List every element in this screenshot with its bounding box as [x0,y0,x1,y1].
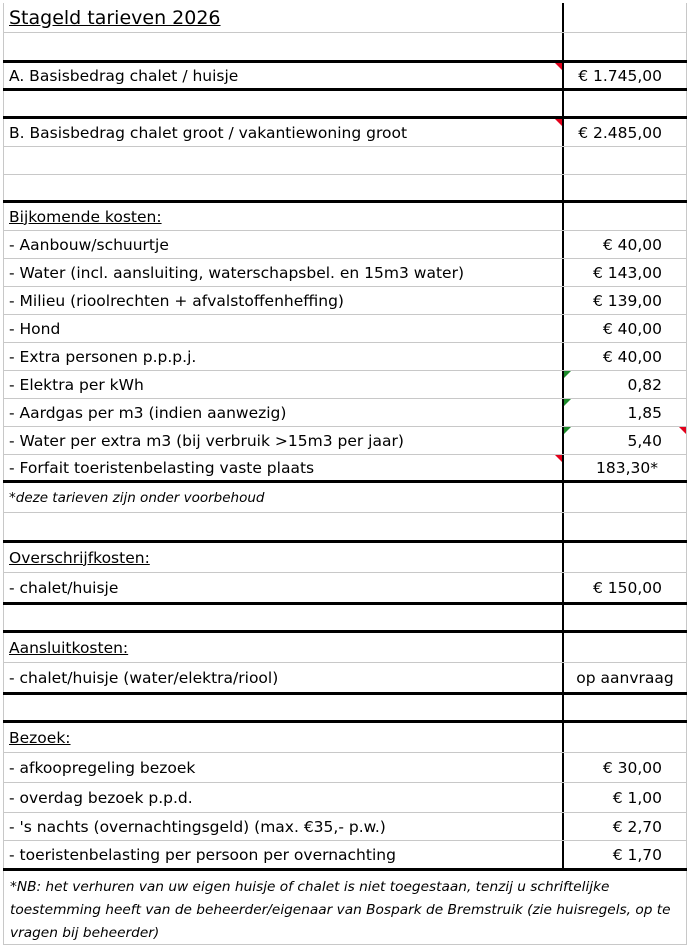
fee-value: € 40,00 [602,235,662,254]
comment-indicator-icon[interactable] [555,119,562,126]
formula-indicator-icon[interactable] [564,427,571,434]
bezoek-heading-cell[interactable] [3,723,564,752]
fee-row [3,663,687,695]
fee-value-cell[interactable] [564,455,687,480]
empty-cell[interactable] [564,633,687,662]
fee-label: - Milieu (rioolrechten + afvalstoffenheffing) [9,291,344,310]
empty-cell[interactable] [564,605,687,630]
bijkomend-heading: Bijkomende kosten: [9,207,162,226]
fee-label-cell[interactable] [3,573,564,602]
fee-value: € 30,00 [602,758,662,777]
fee-label: - toeristenbelasting per persoon per overnachting [9,845,396,864]
fee-label: - chalet/huisje [9,578,119,597]
fee-value-cell[interactable] [564,753,687,782]
disclaimer-note: *deze tarieven zijn onder voorbehoud [9,489,265,506]
empty-cell[interactable] [3,695,564,720]
fee-value: op aanvraag [576,668,674,687]
fee-value: € 2,70 [612,817,662,836]
fee-label-cell[interactable] [3,259,564,286]
empty-cell[interactable] [3,605,564,630]
basis-b-label: B. Basisbedrag chalet groot / vakantiewoning groot [9,123,408,142]
fee-value: 0,82 [627,375,662,394]
bijkomend-heading-cell[interactable] [3,203,564,230]
aansluit-heading-cell[interactable] [3,633,564,662]
fee-value-cell[interactable] [564,343,687,370]
footer-note: *NB: het verhuren van uw eigen huisje of chalet is niet toegestaan, tenzij u schriftelijke toestemming heeft van de beheerder/eigenaar van Bospark de Bremstruik (zie huisregels, op te vragen bij beheerder) [10,879,671,941]
fee-label-cell[interactable] [3,427,564,454]
fee-row [3,573,687,605]
fee-label-cell[interactable] [3,343,564,370]
basis-b-value-cell[interactable] [564,119,687,146]
overschrijf-heading-cell[interactable] [3,543,564,572]
formula-indicator-icon[interactable] [564,371,571,378]
fee-row [3,287,687,315]
fee-label-cell[interactable] [3,315,564,342]
fee-value: € 1,00 [612,788,662,807]
fee-value: € 1,70 [612,845,662,864]
fee-value: € 139,00 [592,291,662,310]
comment-indicator-icon[interactable] [555,455,562,462]
fee-label-cell[interactable] [3,663,564,692]
comment-indicator-icon[interactable] [555,63,562,70]
fee-value: € 150,00 [592,578,662,597]
fee-value: € 40,00 [602,347,662,366]
empty-cell[interactable] [564,723,687,752]
fee-label-cell[interactable] [3,455,564,480]
empty-row [3,695,687,723]
overschrijf-heading: Overschrijfkosten: [9,548,150,567]
fee-label-cell[interactable] [3,813,564,840]
basis-b-label-cell[interactable] [3,119,564,146]
fee-label-cell[interactable] [3,753,564,782]
fee-label: - afkoopregeling bezoek [9,758,196,777]
basis-a-label: A. Basisbedrag chalet / huisje [9,66,239,85]
basis-b-row [3,119,687,147]
comment-indicator-icon[interactable] [679,427,686,434]
empty-cell[interactable] [564,3,687,32]
footer-note-cell[interactable] [3,871,687,945]
fee-label-cell[interactable] [3,399,564,426]
empty-cell[interactable] [3,91,564,116]
section-heading-row [3,203,687,231]
empty-cell[interactable] [3,147,564,174]
fee-value-cell[interactable] [564,663,687,692]
fee-value: € 40,00 [602,319,662,338]
fee-label: - Aanbouw/schuurtje [9,235,169,254]
fee-label: - Extra personen p.p.p.j. [9,347,197,366]
empty-cell[interactable] [564,147,687,174]
fee-label: - Elektra per kWh [9,375,144,394]
fee-label: - chalet/huisje (water/elektra/riool) [9,668,279,687]
empty-cell[interactable] [564,483,687,512]
empty-cell[interactable] [564,175,687,200]
fee-row [3,455,687,483]
fee-row [3,783,687,813]
empty-cell[interactable] [564,203,687,230]
empty-cell[interactable] [3,513,564,540]
aansluit-heading: Aansluitkosten: [9,638,129,657]
fee-row [3,753,687,783]
fee-value-cell[interactable] [564,259,687,286]
fee-value-cell[interactable] [564,231,687,258]
fee-row [3,813,687,841]
empty-cell[interactable] [564,543,687,572]
fee-row [3,343,687,371]
fee-value-cell[interactable] [564,573,687,602]
fee-label: - 's nachts (overnachtingsgeld) (max. €35,- p.w.) [9,817,386,836]
fee-row [3,427,687,455]
empty-cell[interactable] [564,33,687,60]
empty-row [3,147,687,175]
fee-label: - Forfait toeristenbelasting vaste plaats [9,458,315,477]
row-marker [3,63,4,88]
fee-row [3,399,687,427]
fee-value-cell[interactable] [564,371,687,398]
fee-row [3,315,687,343]
section-heading-row [3,633,687,663]
fee-value-cell[interactable] [564,399,687,426]
basis-a-label-cell[interactable] [3,63,564,88]
empty-cell[interactable] [564,513,687,540]
fee-row [3,841,687,871]
basis-b-value: € 2.485,00 [578,123,662,142]
fee-label: - overdag bezoek p.p.d. [9,788,193,807]
fee-value: 183,30* [596,458,658,477]
fee-value-cell[interactable] [564,841,687,868]
empty-row [3,513,687,543]
title-cell[interactable] [3,3,564,32]
formula-indicator-icon[interactable] [564,399,571,406]
note-row [3,483,687,513]
fee-value: 5,40 [627,431,662,450]
empty-row [3,33,687,63]
fee-label-cell[interactable] [3,841,564,868]
title-row [3,3,687,33]
basis-a-row [3,63,687,91]
fee-value-cell[interactable] [564,813,687,840]
empty-cell[interactable] [564,91,687,116]
basis-a-value-cell[interactable] [564,63,687,88]
empty-cell[interactable] [3,33,564,60]
fee-value-cell[interactable] [564,287,687,314]
fee-label: - Water per extra m3 (bij verbruik >15m3 per jaar) [9,431,404,450]
fee-label: - Water (incl. aansluiting, waterschapsbel. en 15m3 water) [9,263,464,282]
fee-value: € 143,00 [592,263,662,282]
basis-a-value: € 1.745,00 [578,66,662,85]
empty-row [3,175,687,203]
bezoek-heading: Bezoek: [9,728,71,747]
fee-label-cell[interactable] [3,371,564,398]
empty-row [3,91,687,119]
empty-row [3,605,687,633]
empty-cell[interactable] [564,695,687,720]
section-heading-row [3,543,687,573]
fee-label: - Hond [9,319,61,338]
fee-label-cell[interactable] [3,287,564,314]
fee-row [3,231,687,259]
fee-row [3,259,687,287]
note-cell[interactable] [3,483,564,512]
fee-label-cell[interactable] [3,783,564,812]
fee-row [3,371,687,399]
fee-value-cell[interactable] [564,427,687,454]
tariff-sheet [3,3,687,945]
fee-value: 1,85 [627,403,662,422]
fee-value-cell[interactable] [564,783,687,812]
empty-cell[interactable] [3,175,564,200]
section-heading-row [3,723,687,753]
fee-label-cell[interactable] [3,231,564,258]
page-title: Stageld tarieven 2026 [9,6,221,29]
fee-value-cell[interactable] [564,315,687,342]
fee-label: - Aardgas per m3 (indien aanwezig) [9,403,287,422]
